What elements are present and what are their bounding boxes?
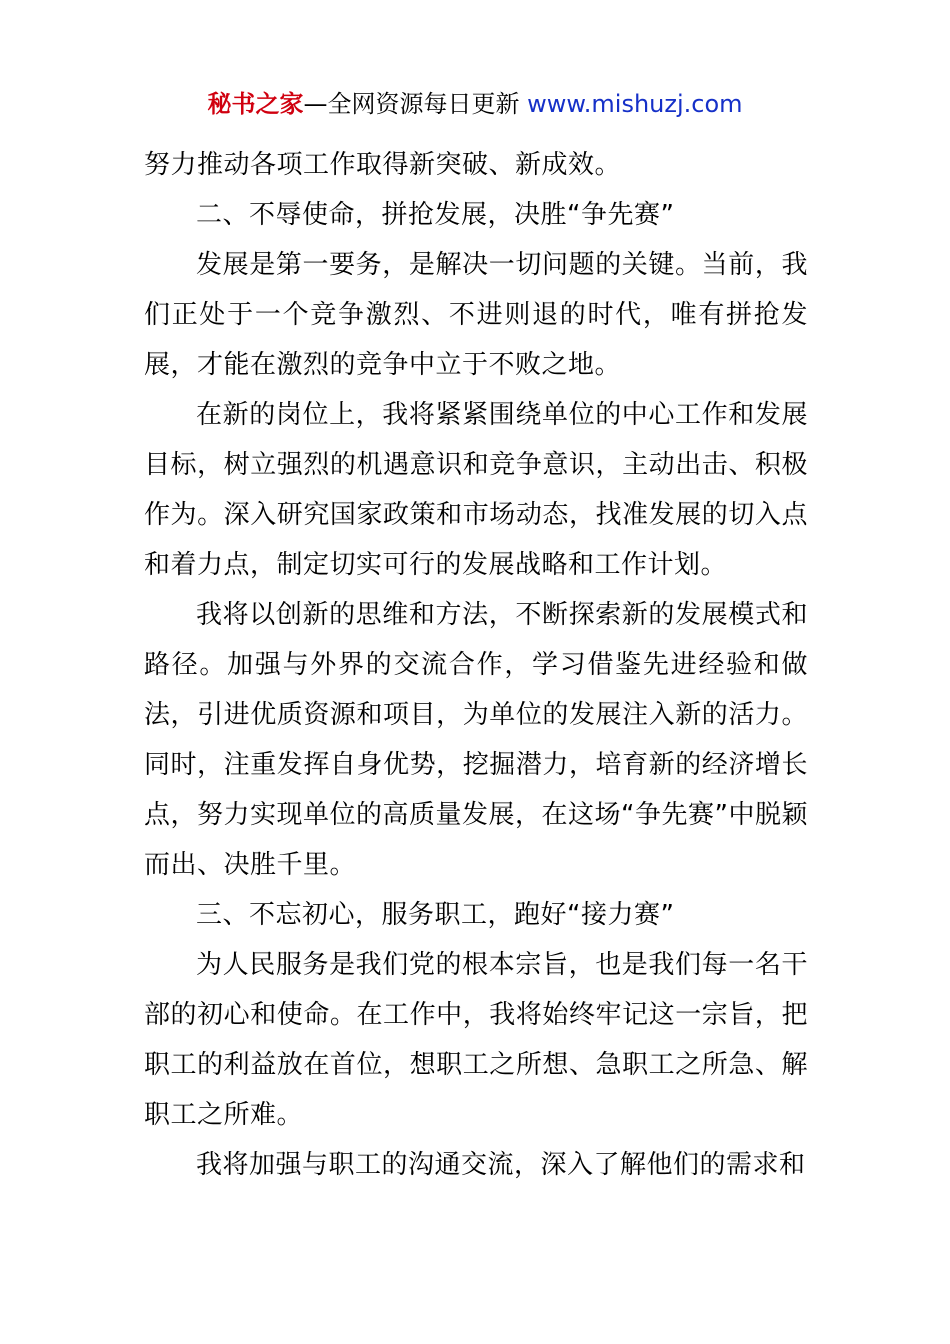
site-url-link[interactable]: www.mishuzj.com: [527, 90, 743, 118]
paragraph: 我将加强与职工的沟通交流，深入了解他们的需求和: [196, 1150, 806, 1180]
paragraph: 为人民服务是我们党的根本宗旨，也是我们每一名干部的初心和使命。在工作中，我将始终牢记这一宗旨，把职工的利益放在首位，想职工之所想、急职工之所急、解职工之所难。: [144, 950, 808, 1130]
brand-name: 秘书之家: [207, 90, 304, 118]
document-body: [144, 140, 808, 1190]
paragraph: 我将以创新的思维和方法，不断探索新的发展模式和路径。加强与外界的交流合作，学习借鉴先进经验和做法，引进优质资源和项目，为单位的发展注入新的活力。同时，注重发挥自身优势，挖掘潜力，培育新的经济增长点，努力实现单位的高质量发展，在这场“争先赛”中脱颖而出、决胜千里。: [144, 600, 808, 880]
section-heading-2: 二、不辱使命，拼抢发展，决胜“争先赛”: [196, 200, 675, 230]
site-header: [0, 86, 950, 122]
paragraph: 发展是第一要务，是解决一切问题的关键。当前，我们正处于一个竞争激烈、不进则退的时代，唯有拼抢发展，才能在激烈的竞争中立于不败之地。: [144, 250, 808, 380]
section-heading-3: 三、不忘初心，服务职工，跑好“接力赛”: [196, 900, 675, 930]
paragraph: 努力推动各项工作取得新突破、新成效。: [144, 150, 622, 180]
paragraph: 在新的岗位上，我将紧紧围绕单位的中心工作和发展目标，树立强烈的机遇意识和竞争意识，主动出击、积极作为。深入研究国家政策和市场动态，找准发展的切入点和着力点，制定切实可行的发展战略和工作计划。: [144, 400, 808, 580]
header-tagline: —全网资源每日更新: [303, 90, 528, 118]
